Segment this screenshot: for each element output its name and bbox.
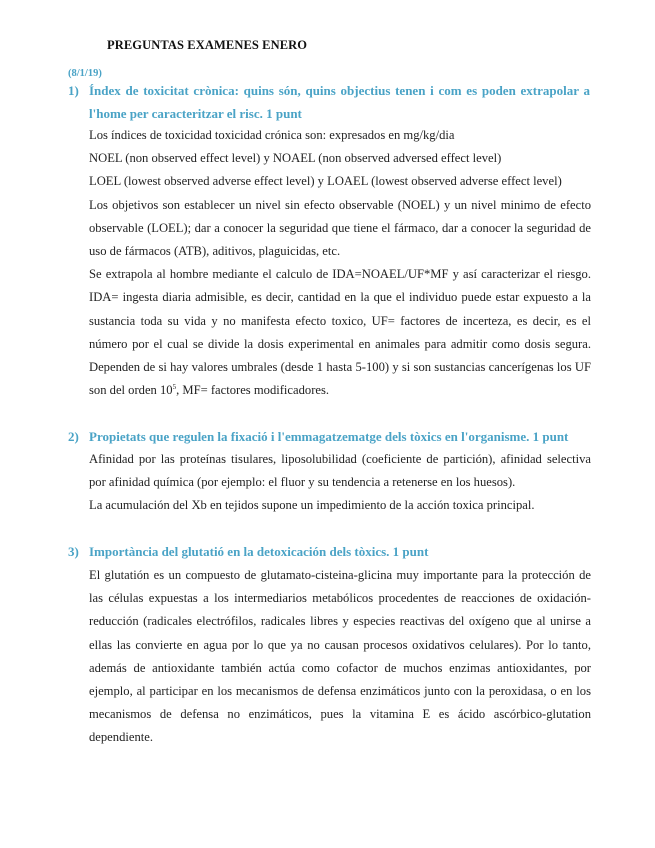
- question-1-answer: [89, 124, 591, 402]
- question-3-heading: [68, 540, 590, 563]
- question-number: 1): [68, 83, 79, 98]
- answer-text: Se extrapola al hombre mediante el calculo de IDA=NOAEL/UF*MF y así caracterizar el riesgo. IDA= ingesta diaria admisible, es decir, cantidad en la que el individuo puede estar expuesto a la sustancia toda su vida y no manifesta efecto toxico, UF= factores de incerteza, es decir, es el número por el cual se divide la dosis experimental en animales para admitir como dosis segura. Dependen de si hay valores umbrales (desde 1 hasta 5-100) y si son sustancias cancerígenas los UF son del orden 10: [89, 267, 591, 398]
- question-heading-text: Índex de toxicitat crònica: quins són, quins objectius tenen i com es poden extrapolar a l'home per caracteritzar el risc. 1 punt: [89, 83, 590, 121]
- question-2-heading: [68, 425, 590, 448]
- question-heading-text: Importància del glutatió en la detoxicación dels tòxics. 1 punt: [89, 544, 429, 559]
- question-3-answer: [89, 564, 591, 750]
- document-title: PREGUNTAS EXAMENES ENERO: [107, 38, 308, 52]
- answer-paragraph: Afinidad por las proteínas tisulares, liposolubilidad (coeficiente de partición), afinidad selectiva por afinidad química (por ejemplo: el fluor y su tendencia a retenerse en los huesos).: [89, 452, 591, 490]
- exponent: 5: [172, 383, 177, 392]
- question-number: 2): [68, 429, 79, 444]
- answer-line: NOEL (non observed effect level) y NOAEL (non observed adversed effect level): [89, 151, 502, 166]
- answer-line: La acumulación del Xb en tejidos supone un impedimiento de la acción toxica principal.: [89, 498, 535, 513]
- answer-paragraph: Los objetivos son establecer un nivel sin efecto observable (NOEL) y un nivel minimo de efecto observable (LOEL); dar a conocer la seguridad que tiene el fármaco, dar a conocer la seguridad de uso de fármacos (ATB), aditivos, plaguicidas, etc.: [89, 197, 591, 259]
- document-date: (8/1/19): [68, 68, 102, 79]
- answer-paragraph: El glutatión es un compuesto de glutamato-cisteina-glicina muy importante para la protección de las células expuestas a los intermediarios metabólicos procedentes de reacciones de oxidación-reducción (radicales electrófilos, radicales libres y especies reactivas del oxígeno que al unirse a ellas las convierte en agua por lo que ya no causan procesos oxidativos celulares). Por lo tanto, además de antioxidante también actúa como cofactor de muchos enzimas antioxidantes, por ejemplo, al participar en los mecanismos de defensa enzimáticos junto con la peroxidasa, o en los mecanismos de defensa no enzimáticos, pues la vitamina E es ácido ascórbico-glutation dependiente.: [89, 568, 591, 745]
- answer-line: LOEL (lowest observed adverse effect level) y LOAEL (lowest observed adverse effect level): [89, 174, 562, 189]
- answer-line: Los índices de toxicidad toxicidad crónica son: expresados en mg/kg/dia: [89, 128, 455, 142]
- question-2-answer: [89, 448, 591, 518]
- answer-paragraph: [89, 263, 591, 402]
- answer-text-tail: , MF= factores modificadores.: [176, 383, 330, 398]
- question-number: 3): [68, 544, 79, 559]
- question-heading-text: Propietats que regulen la fixació i l'emmagatzematge dels tòxics en l'organisme. 1 punt: [89, 429, 569, 444]
- question-1-heading: [68, 79, 590, 125]
